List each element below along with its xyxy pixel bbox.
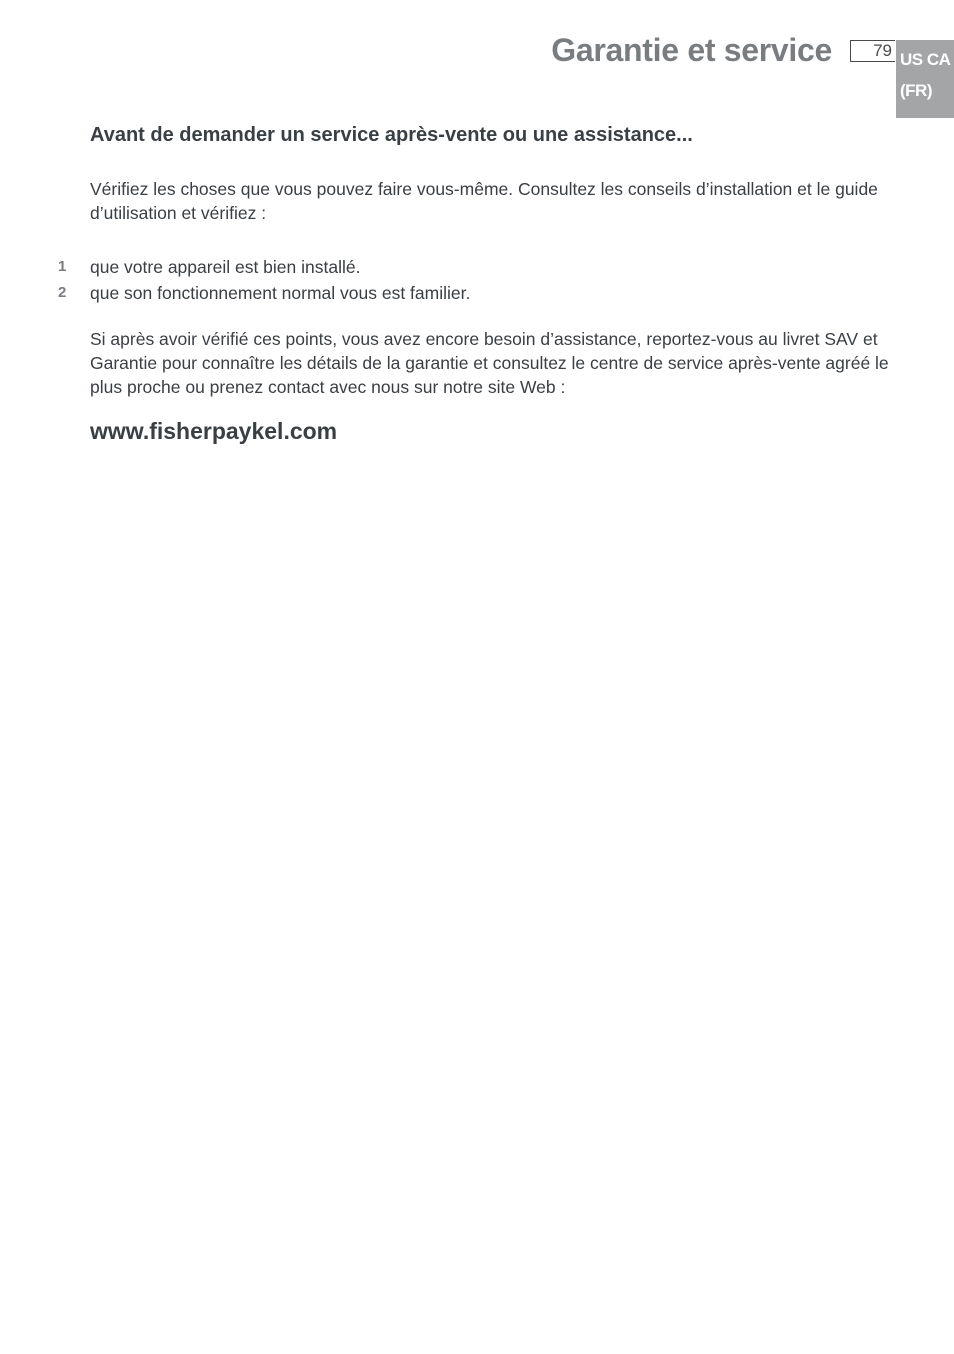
section-heading: Avant de demander un service après-vente ou une assistance... bbox=[90, 124, 693, 146]
intro-paragraph: Vérifiez les choses que vous pouvez faire vous-même. Consultez les conseils d’installation et le guide d’utilisation et vérifiez : bbox=[90, 179, 878, 223]
region-label: US CA bbox=[900, 50, 951, 69]
followup-paragraph: Si après avoir vérifié ces points, vous avez encore besoin d’assistance, reportez-vous au livret SAV et Garantie pour connaître les détails de la garantie et consultez le centre de service après-vente agréé le plus proche ou prenez contact avec nous sur notre site Web : bbox=[90, 329, 889, 397]
list-item-number: 1 bbox=[58, 258, 67, 275]
list-item-text: que son fonctionnement normal vous est familier. bbox=[90, 283, 471, 303]
language-label: (FR) bbox=[900, 81, 932, 100]
list-item-number: 2 bbox=[58, 284, 67, 301]
page-number: 79 bbox=[850, 40, 895, 62]
list-item-text: que votre appareil est bien installé. bbox=[90, 257, 361, 277]
website-link[interactable]: www.fisherpaykel.com bbox=[90, 418, 338, 444]
region-tab bbox=[896, 40, 954, 118]
page-title: Garantie et service bbox=[551, 32, 832, 68]
